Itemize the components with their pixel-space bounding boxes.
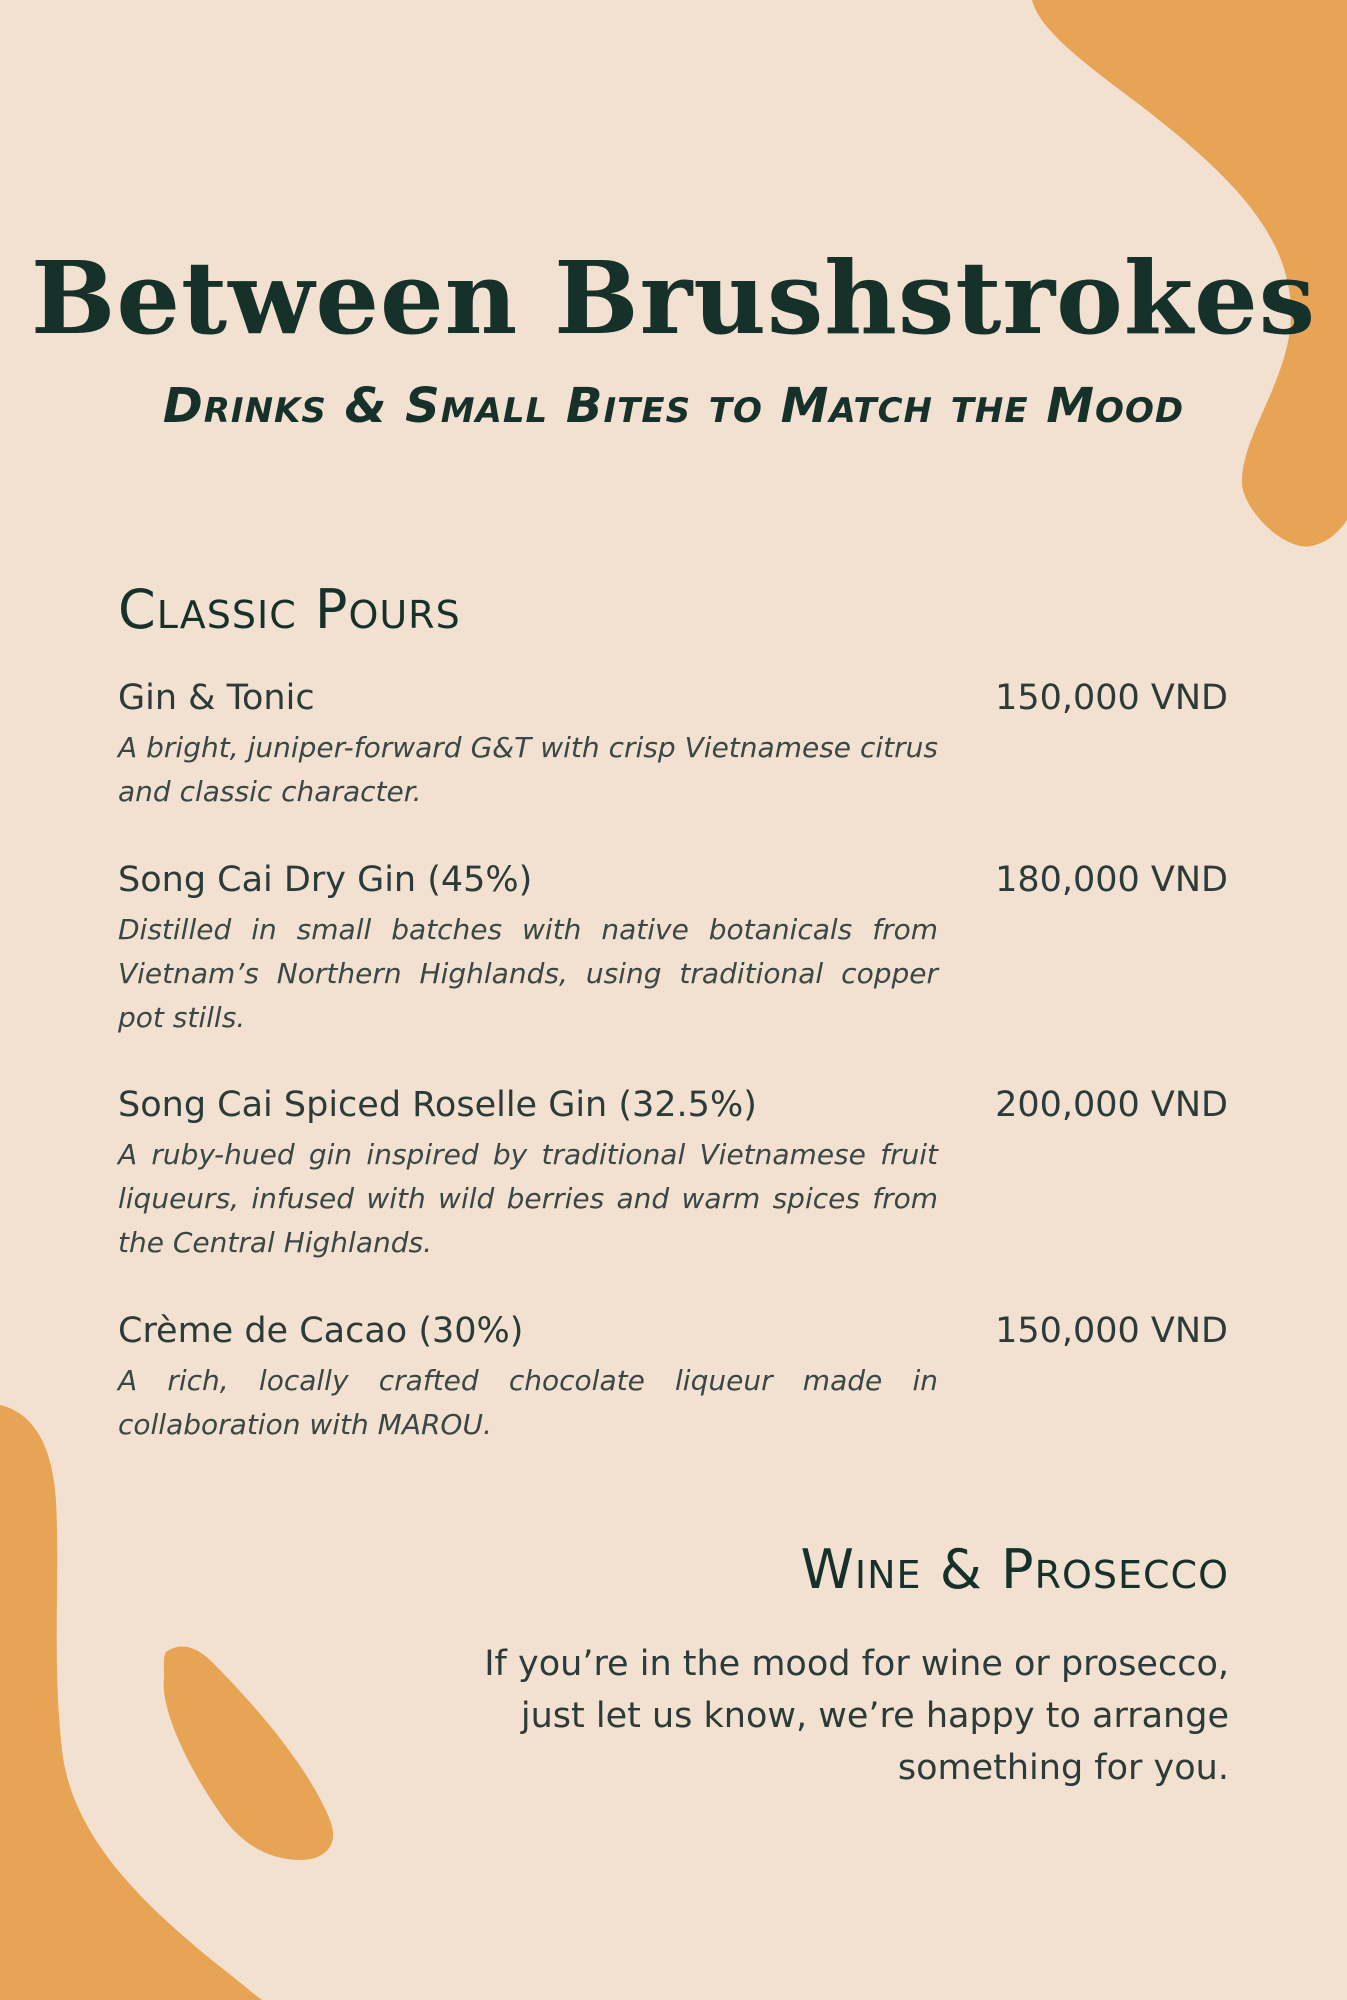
item-price: 180,000 VND	[995, 860, 1228, 900]
bottom-left-small-blob	[164, 1647, 333, 1860]
section-heading-wine-prosecco: Wine & Prosecco	[800, 1538, 1229, 1601]
item-name: Song Cai Dry Gin (45%)	[118, 860, 533, 900]
item-description: A rich, locally crafted chocolate liqueur made in collaboration with MAROU.	[118, 1364, 938, 1441]
menu-subtitle: Drinks & Small Bites to Match the Mood	[162, 378, 1185, 434]
section-heading-classic-pours: Classic Pours	[118, 578, 461, 641]
item-price: 150,000 VND	[995, 1311, 1228, 1351]
wine-prosecco-text: If you’re in the mood for wine or prosecco, just let us know, we’re happy to arrange something for you.	[484, 1644, 1229, 1788]
item-description: A ruby-hued gin inspired by traditional Vietnamese fruit liqueurs, infused with wild berries and warm spices from the Central Highlands.	[118, 1138, 938, 1259]
item-description: A bright, juniper-forward G&T with crisp Vietnamese citrus and classic character.	[118, 731, 938, 808]
menu-title: Between Brushstrokes	[30, 239, 1317, 357]
item-price: 200,000 VND	[995, 1085, 1228, 1125]
item-name: Crème de Cacao (30%)	[118, 1311, 524, 1351]
item-description: Distilled in small batches with native botanicals from Vietnam’s Northern Highlands, using traditional copper pot stills.	[118, 913, 938, 1034]
item-name: Gin & Tonic	[118, 678, 315, 718]
item-name: Song Cai Spiced Roselle Gin (32.5%)	[118, 1085, 757, 1125]
item-price: 150,000 VND	[995, 678, 1228, 718]
